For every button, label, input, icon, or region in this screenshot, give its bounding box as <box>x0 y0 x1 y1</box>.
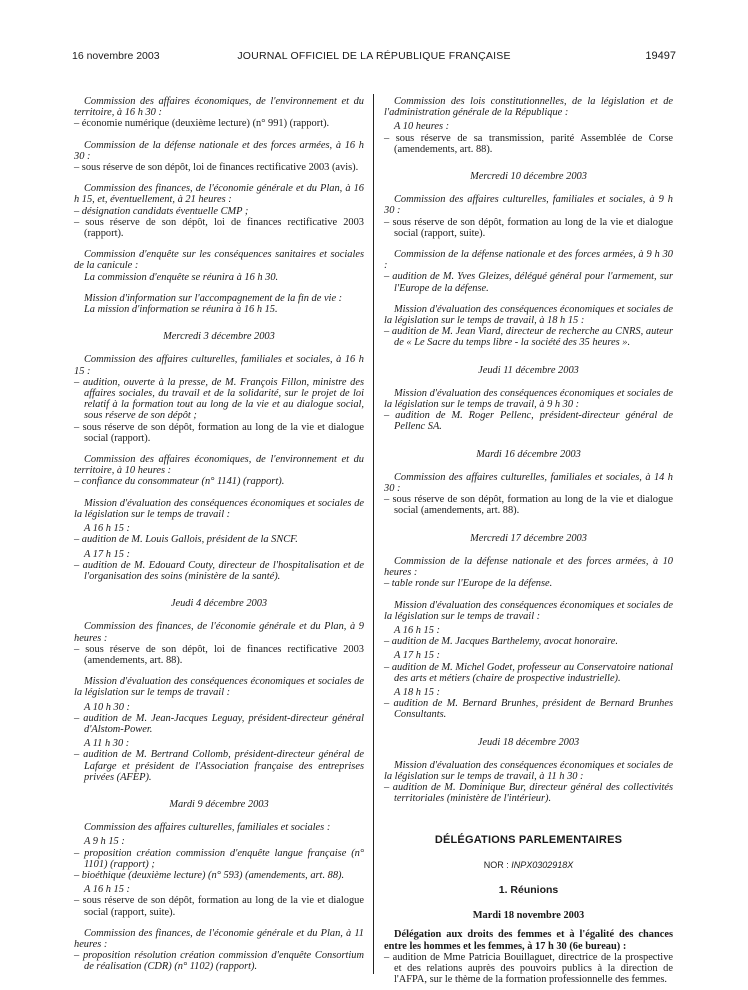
agenda-item: – audition, ouverte à la presse, de M. François Fillon, ministre des affaires sociales, du travail et de la solidarité, sur le projet de loi relatif à la formation tout au long de la vie et au dialogue social, sous réserve de son dépôt ; <box>74 376 364 422</box>
agenda-item: – confiance du consommateur (n° 1141) (rapport). <box>74 476 285 488</box>
agenda-item: – sous réserve de son dépôt, loi de finances rectificative 2003 (amendements, art. 88). <box>74 643 364 666</box>
agenda-item: – audition de M. Yves Gleizes, délégué général pour l'armement, sur l'Europe de la défense. <box>384 271 673 294</box>
day-heading: Mardi 18 novembre 2003 <box>472 910 585 922</box>
day-heading: Jeudi 11 décembre 2003 <box>478 364 579 376</box>
agenda-item: – sous réserve de sa transmission, parité Assemblée de Corse (amendements, art. 88). <box>384 132 673 155</box>
commission-heading: Commission des finances, de l'économie générale et du Plan, à 9 heures : <box>74 621 364 644</box>
commission-heading: Commission des affaires culturelles, familiales et sociales, à 16 h 15 : <box>74 354 364 377</box>
agenda-item: – audition de M. Jean-Jacques Leguay, président-directeur général d'Alstom-Power. <box>74 712 364 735</box>
agenda-item: – désignation candidats éventuelle CMP ; <box>74 205 249 217</box>
commission-heading: Mission d'évaluation des conséquences économiques et sociales de la législation sur le temps de travail : <box>74 497 364 520</box>
day-heading: Mardi 16 décembre 2003 <box>476 448 581 460</box>
agenda-item: – sous réserve de son dépôt, formation au long de la vie et dialogue social (rapport, suite). <box>384 216 673 239</box>
nor-code: INPX0302918X <box>511 859 574 870</box>
day-heading: Mercredi 10 décembre 2003 <box>470 171 587 183</box>
time-slot: A 18 h 15 : <box>394 686 440 698</box>
journal-title: JOURNAL OFFICIEL DE LA RÉPUBLIQUE FRANÇAISE <box>237 50 511 62</box>
page-header <box>72 50 676 66</box>
time-slot: A 9 h 15 : <box>84 836 125 848</box>
agenda-item: – proposition création commission d'enquête langue française (n° 1101) (rapport) ; <box>74 847 364 870</box>
column-divider <box>373 94 374 974</box>
nor-reference <box>384 860 673 871</box>
nor-label: NOR : <box>483 859 509 870</box>
day-heading: Jeudi 4 décembre 2003 <box>170 598 268 610</box>
agenda-item: – audition de M. Roger Pellenc, président-directeur général de Pellenc SA. <box>384 410 673 433</box>
day-heading: Jeudi 18 décembre 2003 <box>477 736 580 748</box>
commission-heading: Mission d'évaluation des conséquences économiques et sociales de la législation sur le temps de travail, à 11 h 30 : <box>384 759 673 782</box>
agenda-item: – proposition résolution création commission d'enquête Consortium de réalisation (CDR) (n° 1102) (rapport). <box>74 950 364 973</box>
agenda-note: La mission d'information se réunira à 16 h 15. <box>84 304 278 316</box>
time-slot: A 16 h 15 : <box>394 624 440 636</box>
left-column <box>74 96 364 973</box>
commission-heading: Commission des affaires économiques, de l'environnement et du territoire, à 10 heures : <box>74 454 364 477</box>
time-slot: A 16 h 15 : <box>84 884 130 896</box>
commission-heading: Commission de la défense nationale et des forces armées, à 10 heures : <box>384 555 673 579</box>
agenda-item: – audition de M. Louis Gallois, président de la SNCF. <box>74 534 298 546</box>
agenda-item: – table ronde sur l'Europe de la défense. <box>384 578 553 590</box>
commission-heading: Commission des affaires économiques, de l'environnement et du territoire, à 16 h 30 : <box>74 96 364 119</box>
agenda-item: – sous réserve de son dépôt, loi de finances rectificative 2003 (rapport). <box>74 216 364 240</box>
day-heading: Mercredi 17 décembre 2003 <box>470 532 587 544</box>
agenda-item: – sous réserve de son dépôt, formation au long de la vie et dialogue social (amendements, art. 88). <box>384 494 673 517</box>
commission-heading: Commission des finances, de l'économie générale et du Plan, à 11 heures : <box>74 927 364 950</box>
agenda-item: – audition de M. Bernard Brunhes, président de Bernard Brunhes Consultants. <box>384 698 673 721</box>
commission-heading: Commission des finances, de l'économie générale et du Plan, à 16 h 15, et, éventuellement, à 21 heures : <box>74 183 364 206</box>
subsection-title: 1. Réunions <box>498 883 559 896</box>
commission-heading: Mission d'évaluation des conséquences économiques et sociales de la législation sur le temps de travail : <box>384 599 673 622</box>
agenda-item: – audition de M. Bertrand Collomb, président-directeur général de Lafarge et président de l'Association française des entreprises privées (AFEP). <box>74 749 364 783</box>
commission-heading: Commission de la défense nationale et des forces armées, à 16 h 30 : <box>74 139 364 162</box>
section-title: DÉLÉGATIONS PARLEMENTAIRES <box>434 833 623 846</box>
day-heading: Mardi 9 décembre 2003 <box>169 798 269 810</box>
commission-heading: Commission des affaires culturelles, familiales et sociales, à 9 h 30 : <box>384 194 673 217</box>
day-heading: Mercredi 3 décembre 2003 <box>163 331 275 343</box>
time-slot: A 11 h 30 : <box>84 738 130 750</box>
agenda-item: – audition de Mme Patricia Bouillaguet, directrice de la prospective et des relations auprès des pouvoirs publics à la direction de l'AFPA, sur le thème de la formation professionnelle des femmes. <box>384 951 673 986</box>
commission-heading: Mission d'information sur l'accompagnement de la fin de vie : <box>84 292 343 304</box>
time-slot: A 16 h 15 : <box>84 523 130 535</box>
agenda-item: – sous réserve de son dépôt, loi de finances rectificative 2003 (avis). <box>74 162 359 174</box>
agenda-item: – économie numérique (deuxième lecture) (n° 991) (rapport). <box>74 118 330 130</box>
agenda-item: – audition de M. Jean Viard, directeur de recherche au CNRS, auteur de « Le Sacre du temps libre - la société des 35 heures ». <box>384 326 673 349</box>
commission-heading: Commission des lois constitutionnelles, de la législation et de l'administration générale de la République : <box>384 96 673 119</box>
agenda-item: – audition de M. Michel Godet, professeur au Conservatoire national des arts et métiers (chaire de prospective industrielle). <box>384 661 673 684</box>
agenda-item: – audition de M. Jacques Barthelemy, avocat honoraire. <box>384 636 618 648</box>
commission-heading: Mission d'évaluation des conséquences économiques et sociales de la législation sur le temps de travail : <box>74 676 364 699</box>
agenda-item: – sous réserve de son dépôt, formation au long de la vie et dialogue social (rapport). <box>74 421 364 444</box>
right-column <box>384 96 673 985</box>
time-slot: A 17 h 15 : <box>394 650 440 662</box>
commission-heading: Mission d'évaluation des conséquences économiques et sociales de la législation sur le temps de travail, à 18 h 15 : <box>384 303 673 327</box>
agenda-item: – sous réserve de son dépôt, formation au long de la vie et dialogue social (rapport, suite). <box>74 895 364 918</box>
header-date: 16 novembre 2003 <box>72 50 160 62</box>
delegation-heading: Délégation aux droits des femmes et à l'égalité des chances entre les hommes et les femmes, à 17 h 30 (6e bureau) : <box>384 929 673 952</box>
commission-heading: Commission des affaires culturelles, familiales et sociales, à 14 h 30 : <box>384 471 673 495</box>
time-slot: A 17 h 15 : <box>84 548 130 560</box>
agenda-item: – bioéthique (deuxième lecture) (n° 593) (amendements, art. 88). <box>74 869 345 881</box>
agenda-item: – audition de M. Dominique Bur, directeur général des collectivités territoriales (ministère de l'intérieur). <box>384 782 673 805</box>
time-slot: A 10 heures : <box>394 121 450 133</box>
commission-heading: Mission d'évaluation des conséquences économiques et sociales de la législation sur le temps de travail, à 9 h 30 : <box>384 387 673 411</box>
agenda-note: La commission d'enquête se réunira à 16 h 30. <box>84 271 279 283</box>
page-number: 19497 <box>645 50 676 62</box>
time-slot: A 10 h 30 : <box>84 701 130 713</box>
agenda-item: – audition de M. Edouard Couty, directeur de l'hospitalisation et de l'organisation des soins (ministère de la santé). <box>74 559 364 582</box>
commission-heading: Commission d'enquête sur les conséquences sanitaires et sociales de la canicule : <box>74 249 364 272</box>
commission-heading: Commission des affaires culturelles, familiales et sociales : <box>84 822 331 834</box>
commission-heading: Commission de la défense nationale et des forces armées, à 9 h 30 : <box>384 249 673 272</box>
